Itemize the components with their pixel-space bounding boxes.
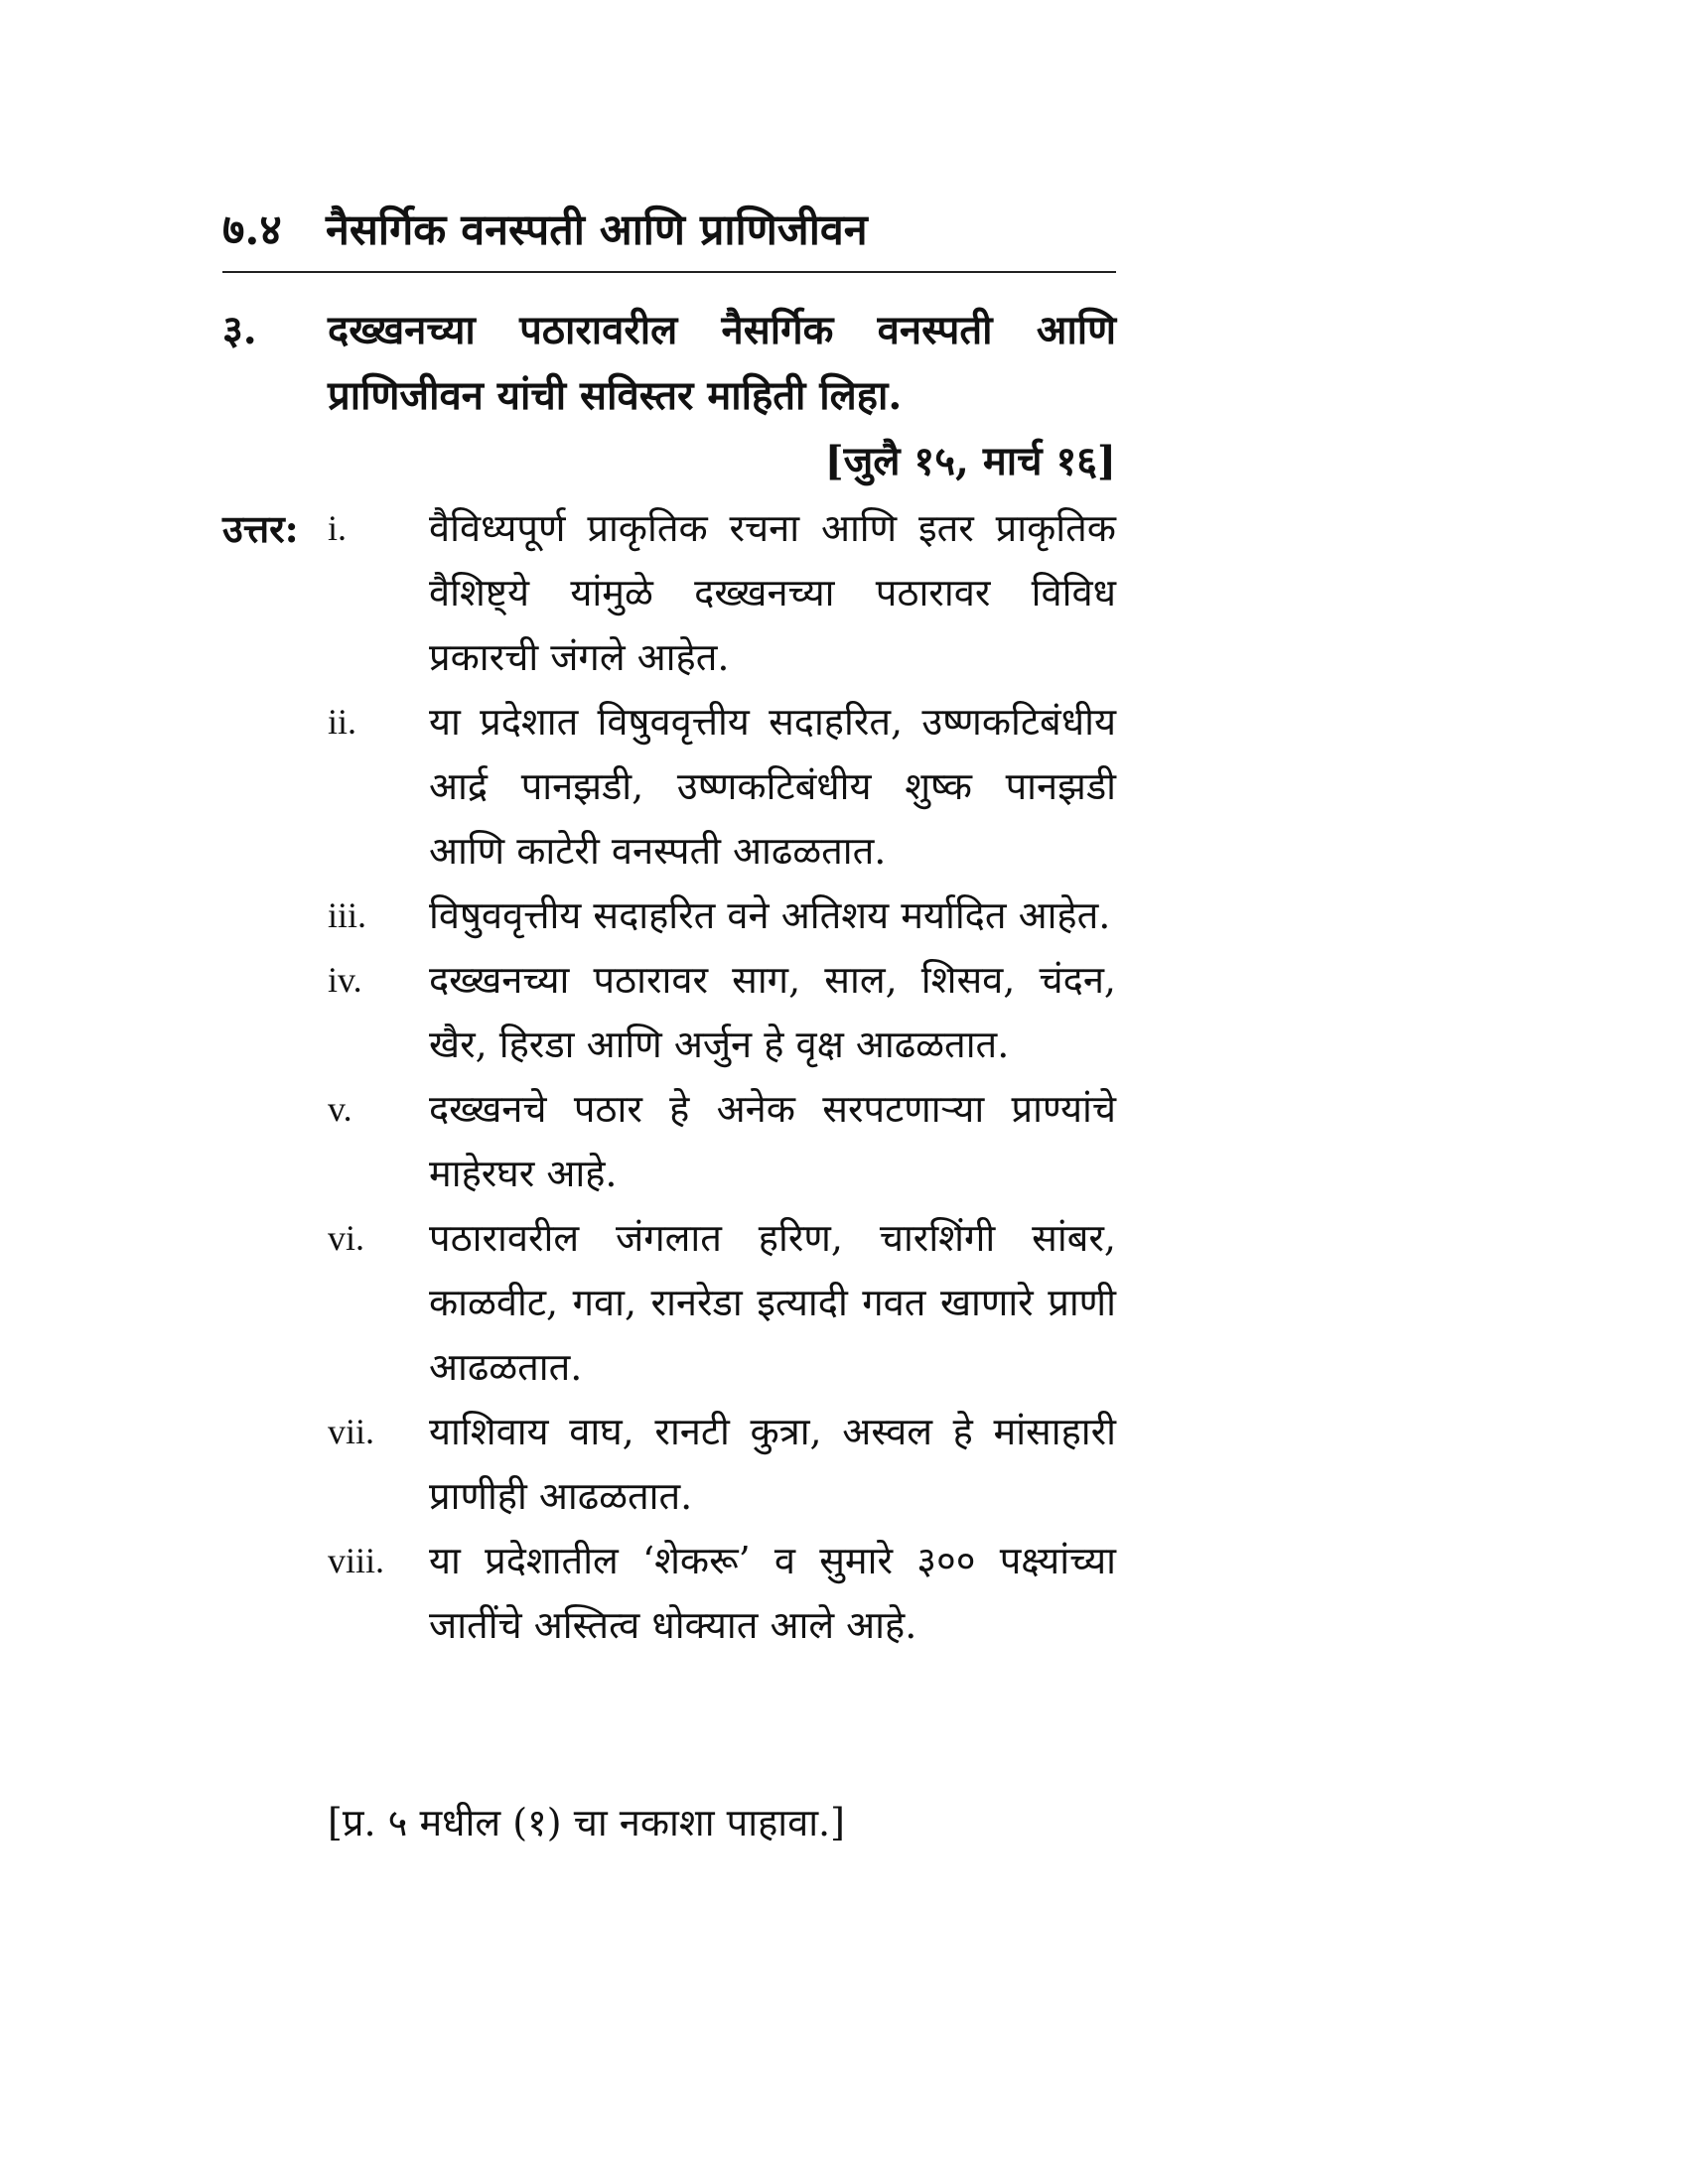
section-title: नैसर्गिक वनस्पती आणि प्राणिजीवन <box>326 205 868 255</box>
answer-item <box>222 496 1116 690</box>
answer-block <box>222 496 1116 1658</box>
item-text: दख्खनच्या पठारावर साग, साल, शिसव, चंदन, खैर, हिरडा आणि अर्जुन हे वृक्ष आढळतात. <box>429 958 1116 1066</box>
question-number: ३. <box>222 307 257 353</box>
item-numeral: ii. <box>328 702 357 742</box>
item-text: या प्रदेशातील ‘शेकरू’ व सुमारे ३०० पक्ष्यांच्या जातींचे अस्तित्व धोक्यात आले आहे. <box>429 1539 1116 1647</box>
exam-citation: [जुलै १५, मार्च १६] <box>824 438 1116 484</box>
item-numeral: vii. <box>328 1412 375 1451</box>
item-text: विषुववृत्तीय सदाहरित वने अतिशय मर्यादित आहेत. <box>429 893 1111 937</box>
item-text: याशिवाय वाघ, रानटी कुत्रा, अस्वल हे मांसाहारी प्राणीही आढळतात. <box>429 1410 1116 1518</box>
answer-item <box>222 1206 1116 1400</box>
question-block <box>222 298 1116 429</box>
item-numeral: i. <box>328 508 348 548</box>
answer-label: उत्तर: <box>222 506 299 551</box>
map-reference-note: [प्र. ५ मधील (१) चा नकाशा पाहावा.] <box>328 1801 845 1844</box>
question-text: दख्खनच्या पठारावरील नैसर्गिक वनस्पती आणि प्राणिजीवन यांची सविस्तर माहिती लिहा. <box>328 307 1116 419</box>
item-numeral: v. <box>328 1089 352 1129</box>
item-numeral: iii. <box>328 895 367 935</box>
item-numeral: iv. <box>328 960 362 1000</box>
section-number: ७.४ <box>222 205 282 255</box>
answer-item <box>222 690 1116 884</box>
section-heading <box>222 195 1116 266</box>
item-numeral: viii. <box>328 1541 385 1580</box>
item-text: या प्रदेशात विषुववृत्तीय सदाहरित, उष्णकटिबंधीय आर्द्र पानझडी, उष्णकटिबंधीय शुष्क पानझडी आणि काटेरी वनस्पती आढळतात. <box>429 700 1116 873</box>
answer-item <box>222 1400 1116 1529</box>
answer-item <box>222 948 1116 1077</box>
item-text: वैविध्यपूर्ण प्राकृतिक रचना आणि इतर प्राकृतिक वैशिष्ट्ये यांमुळे दख्खनच्या पठारावर विविध प्रकारची जंगले आहेत. <box>429 506 1116 679</box>
answer-item <box>222 1529 1116 1658</box>
answer-item <box>222 884 1116 948</box>
item-text: दख्खनचे पठार हे अनेक सरपटणाऱ्या प्राण्यांचे माहेरघर आहे. <box>429 1087 1116 1195</box>
item-text: पठारावरील जंगलात हरिण, चारशिंगी सांबर, काळवीट, गवा, रानरेडा इत्यादी गवत खाणारे प्राणी आढळतात. <box>429 1216 1116 1389</box>
heading-rule <box>222 271 1116 273</box>
answer-item <box>222 1077 1116 1206</box>
item-numeral: vi. <box>328 1218 365 1258</box>
